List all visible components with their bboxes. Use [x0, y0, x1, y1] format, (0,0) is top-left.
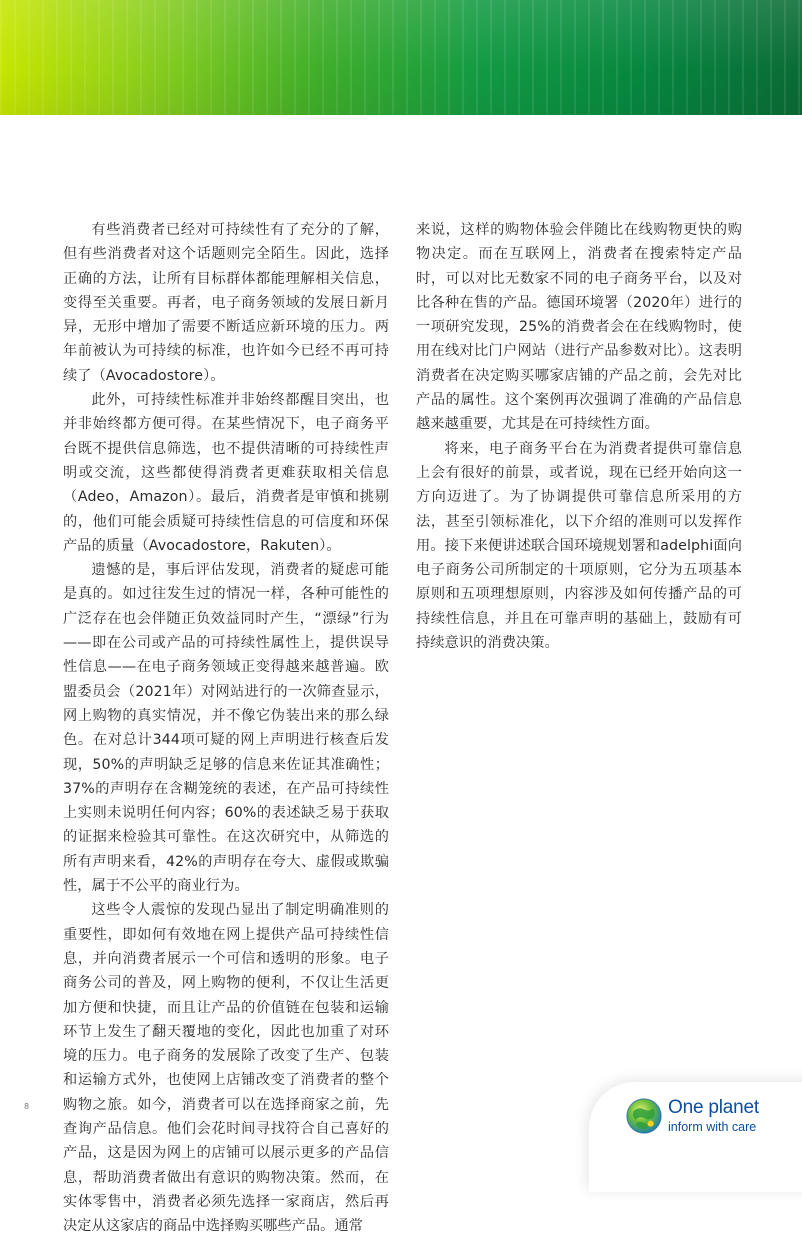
- header-banner: [0, 0, 802, 115]
- paragraph-continuation: 来说，这样的购物体验会伴随比在线购物更快的购物决定。而在互联网上，消费者在搜索特定产品时，可以对比无数家不同的电子商务平台，以及对比各种在售的产品。德国环境署（2020年）进行的一项研究发现，25%的消费者会在在线购物时，使用在线对比门户网站（进行产品参数对比）。这表明消费者在决定购买哪家店铺的产品之前，会先对比产品的属性。这个案例再次强调了准确的产品信息越来越重要，尤其是在可持续性方面。: [416, 222, 742, 433]
- paragraph: 将来，电子商务平台在为消费者提供可靠信息上会有很好的前景，或者说，现在已经开始向这一方向迈进了。为了协调提供可靠信息所采用的方法，甚至引领标准化，以下介绍的准则可以发挥作用。接下来便讲述联合国环境规划署和adelphi面向电子商务公司所制定的十项原则，它分为五项基本原则和五项理想原则，内容涉及如何传播产品的可持续性信息，并且在可靠声明的基础上，鼓励有可持续意识的消费决策。: [416, 440, 742, 652]
- paragraph: 有些消费者已经对可持续性有了充分的了解，但有些消费者对这个话题则完全陌生。因此，选择正确的方法，让所有目标群体都能理解相关信息，变得至关重要。再者，电子商务领域的发展日新月异，无形中增加了需要不断适应新环境的压力。两年前被认为可持续的标准，也许如今已经不再可持续了（Avocadostore）。: [63, 222, 389, 384]
- paragraph: 遗憾的是，事后评估发现，消费者的疑虑可能是真的。如过往发生过的情况一样，各种可能性的广泛存在也会伴随正负效益同时产生，“漂绿”行为——即在公司或产品的可持续性属性上，提供误导性信息——在电子商务领域正变得越来越普遍。欧盟委员会（2021年）对网站进行的一次筛查显示，网上购物的真实情况，并不像它伪装出来的那么绿色。在对总计344项可疑的网上声明进行核查后发现，50%的声明缺乏足够的信息来佐证其准确性；37%的声明存在含糊笼统的表述，在产品可持续性上实则未说明任何内容；60%的表述缺乏易于获取的证据来检验其可靠性。在这次研究中，从筛选的所有声明来看，42%的声明存在夸大、虚假或欺骗性，属于不公平的商业行为。: [63, 562, 389, 895]
- page-number: 8: [24, 1102, 30, 1111]
- paragraph: 这些令人震惊的发现凸显出了制定明确准则的重要性，即如何有效地在网上提供产品可持续性信息，并向消费者展示一个可信和透明的形象。电子商务公司的普及，网上购物的便利，不仅让生活更加方便和快捷，而且让产品的价值链在包装和运输环节上发生了翻天覆地的变化，因此也加重了对环境的压力。电子商务的发展除了改变了生产、包装和运输方式外，也使网上店铺改变了消费者的整个购物之旅。如今，消费者可以在选择商家之前，先查询产品信息。他们会花时间寻找符合自己喜好的产品，这是因为网上的店铺可以展示更多的产品信息，帮助消费者做出有意识的购物决策。然而，在实体零售中，消费者必须先选择一家商店，然后再决定从这家店的商品中选择购买哪些产品。通常: [63, 902, 389, 1235]
- logo-text: [668, 1098, 759, 1135]
- globe-logo-icon: [625, 1097, 663, 1135]
- paragraph: 此外，可持续性标准并非始终都醒目突出，也并非始终都方便可得。在某些情况下，电子商务平台既不提供信息筛选，也不提供清晰的可持续性声明或交流，这些都使得消费者更难获取相关信息（Adeo，Amazon）。最后，消费者是审慎和挑剔的，他们可能会质疑可持续性信息的可信度和环保产品的质量（Avocadostore，Rakuten）。: [63, 392, 389, 554]
- logo-title: One planet: [668, 1097, 759, 1118]
- banner-shading: [0, 0, 802, 115]
- right-column: [416, 218, 742, 655]
- logo-tagline: inform with care: [668, 1120, 757, 1134]
- left-column: [63, 218, 389, 1238]
